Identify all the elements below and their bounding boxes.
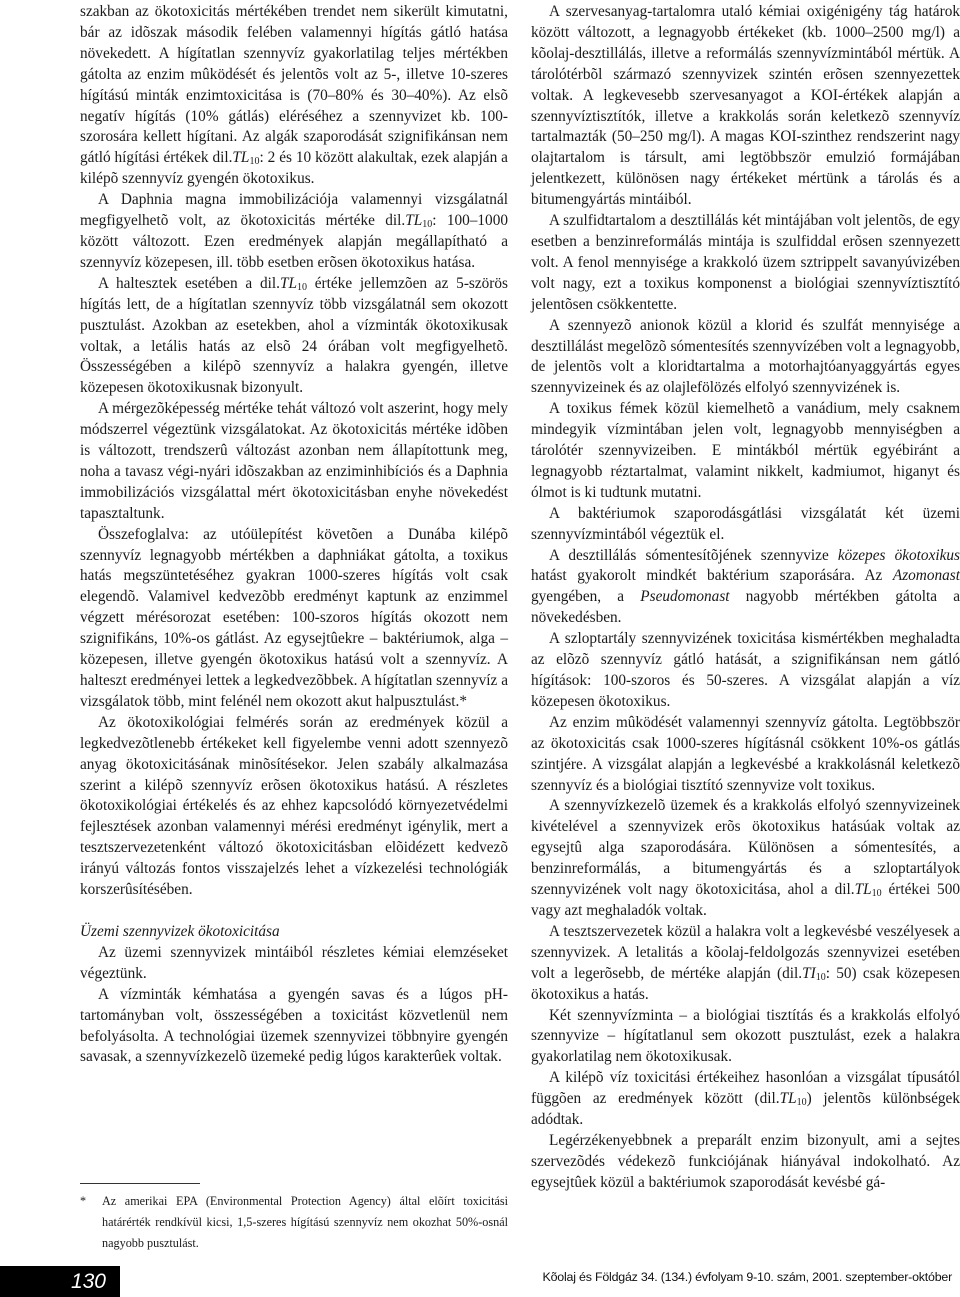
text-run: A desztillálás sómentesítõjének szennyvize — [549, 546, 838, 564]
paragraph — [531, 922, 960, 1006]
paragraph: A szervesanyag-tartalomra utaló kémiai oxigénigény tág határok között változott, a legnagyobb értékeket (kb. 1000–2500 mg/l) a kõolaj-desztillálás, illetve a reformálás szennyvízmintából mértük. A tárolótérbõl származó szennyvizek szintén erõsen szennyezettek voltak. A legkevesebb szervesanyagot a KOI-értékek alapján a szennyvíztisztítók, illetve a krakkolás során keletkezõ szennyvíz tartalmazták (50–250 mg/l). A magas KOI-szinthez rendszerint nagy olajtartalom is társult, ami legtöbbször emulzió formájában jelentkezett, különösen nagy értékeket mértünk a tárolás és a bitumengyártás mintáiból. — [531, 3, 960, 209]
footnote-divider — [80, 1183, 200, 1184]
symbol: TL — [279, 274, 297, 292]
footnote — [80, 1191, 508, 1254]
text-run: A haltesztek esetében a dil. — [98, 274, 280, 292]
subscript: 10 — [796, 1097, 807, 1109]
paragraph: A szulfidtartalom a desztillálás két mintájában volt jelentõs, de egy esetben a benzinreformálás mintája is szulfiddal erõsen szennyezett volt. A fenol mennyisége a krakkoló üzem sztrippelt savanyúvizében volt nagy, ezt a toxikus komponenst a biológiai szennyvíztisztító jelentõsen csökkentette. — [531, 212, 960, 313]
paragraph — [80, 2, 508, 190]
paragraph — [531, 1068, 960, 1131]
journal-footer: Kõolaj és Földgáz 34. (134.) évfolyam 9-10. szám, 2001. szeptember-október — [542, 1270, 952, 1284]
text-run: nagyobb mértékben gátolta a növekedésben. — [531, 588, 960, 627]
paragraph: Az enzim mûködését valamennyi szennyvíz gátolta. Legtöbbször az ökotoxicitás csak 1000-szeres hígításnál csökkent 10%-os gátlás szintjére. A vizsgálat alapján a legkevésbé a krakkolásnál keletkezõ szennyvíz és a biológiai tisztító szennyvize volt toxikus. — [531, 713, 960, 794]
page-number-badge — [0, 1266, 120, 1297]
subscript: 10 — [871, 888, 882, 900]
paragraph: A baktériumok szaporodásgátlási vizsgálatát két üzemi szennyvízmintából végeztük el. — [531, 504, 960, 543]
paragraph: Összefoglalva: az utóülepítést követõen a Dunába kilépõ szennyvíz legnagyobb mértékben a daphniákat gátolta, a toxikus hatás megszüntetéséhez gyakran 1000-szeres hígítás volt csak elegendõ. Valamivel kedvezõbb eredményt kaptunk az enzimmel végzett mérésorozat esetében: 100-szoros hígítás okozott nem szignifikáns, 10%-os gátlást. Az egysejtûekre – baktériumok, alga – közepesen, illetve gyengén ökotoxikus hatású volt a szennyvíz. A halteszt eredményei lettek a legkedvezõbbek. A hígítatlan szennyvíz a vizsgálatok több, mint felénél nem okozott akut halpusztulást.* — [80, 525, 508, 710]
paragraph — [531, 546, 960, 630]
symbol: TL — [232, 149, 250, 167]
paragraph: Az ökotoxikológiai felmérés során az eredmények közül a legkedvezõtlenebb értékeket kell figyelembe venni adott szennyezõ anyag ökotoxicitásának minõsítésekor. Jelen szabály alkalmazása szerint a kilépõ szennyvíz erõsen ökotoxikus hatású. A részletes ökotoxikológiai értékelés és az ehhez kapcsolódó környezetvédelmi fejlesztések azonban valamennyi mérési eredményt igénylik, mert a tesztszervezetenként változó ökotoxicitásban elõidézett kedvezõ irányú változás fontos visszajelzés lehet a vízkezelési technológiák korszerûsítésében. — [80, 713, 508, 899]
text-run: ) jelentõs különbségek adódtak. — [531, 1090, 960, 1129]
text-run: A kilépõ víz toxicitási értékeihez hasonlóan a vizsgálat típusától függõen az eredmények között (dil. — [531, 1069, 960, 1108]
paragraph: A vízminták kémhatása a gyengén savas és a lúgos pH-tartományban volt, összességében a toxicitást közvetlenül nem befolyásolta. A technológiai üzemek szennyvizei többnyire gyengén savasak, a szennyvízkezelõ üzemeké pedig lúgos karakterûek voltak. — [80, 985, 508, 1066]
paragraph — [80, 274, 508, 399]
italic-term: közepes ökotoxikus — [837, 546, 960, 564]
paragraph — [80, 190, 508, 274]
text-run: : 100–1000 között változott. Ezen eredmények alapján megállapítható a szennyvíz közepesen, ill. több esetben erõsen ökotoxikus hatása. — [80, 212, 509, 271]
paragraph: A toxikus fémek közül kiemelhetõ a vanádium, mely csaknem mindegyik vízmintában jelen volt, legnagyobb mennyiségben a tárolótér szennyvizeiben. E mintákból mértük egyébiránt a legnagyobb réztartalmat, valamint nikkelt, kadmiumot, higanyt és ólmot is ki tudtunk mutatni. — [531, 400, 960, 501]
text-run: értéke jellemzõen az 5-szörös hígítás lett, de a hígítatlan szennyvíz több vizsgálatnál sem okozott pusztulást. Azokban az esetekben, ahol a vízminták ökotoxikusak voltak, a letális hatás az elsõ 24 órában volt megfigyelhetõ. Összességében a kilépõ szennyvíz a halakra gyengén, illetve közepesen ökotoxikusnak bizonyult. — [80, 274, 509, 397]
paragraph — [531, 796, 960, 921]
text-run: : 2 és 10 között alakultak, ezek alapján a kilépõ szennyvíz gyengén ökotoxikus. — [80, 149, 508, 188]
right-column — [531, 2, 960, 1194]
subscript: 10 — [296, 281, 307, 293]
text-run: A Daphnia magna immobilizációja valamennyi vizsgálatnál megfigyelhetõ volt, az ökotoxicitás mértéke dil. — [80, 191, 508, 230]
symbol: TL — [779, 1090, 797, 1108]
subscript: 10 — [815, 971, 826, 983]
text-run: értékei 500 vagy azt meghaladók voltak. — [531, 881, 960, 919]
italic-term: Pseudomonast — [640, 588, 730, 606]
paragraph: A szloptartály szennyvizének toxicitása kismértékben meghaladta az elõzõ szennyvíz gátló hatását, a szignifikánsan nem gátló hígítások: 100-szoros és 50-szeres. A vizsgálat alapján a víz közepesen ökotoxikus. — [531, 630, 960, 710]
symbol: TI — [802, 964, 816, 982]
subscript: 10 — [422, 219, 433, 231]
text-run: : 50) csak közepesen ökotoxikus a hatás. — [531, 964, 960, 1003]
subscript: 10 — [249, 156, 260, 168]
symbol: TL — [854, 881, 872, 899]
paragraph: A szennyezõ anionok közül a klorid és szulfát mennyisége a desztillálást megelõzõ sómentesítés szennyvízében volt a legnagyobb, de jelentõs volt a kloridtartalma a motorhajtóanyaggyártás egyes szennyvizeinek és az olajlefölözés elfolyó szennyvizének is. — [531, 316, 960, 397]
footnote-text: Az amerikai EPA (Environmental Protection Agency) által elõírt toxicitási határérték rendkívül kicsi, 1,5-szeres hígítású szennyvíz nem okozhat 50%-osnál nagyobb pusztulást. — [102, 1194, 508, 1250]
footnote-mark: * — [80, 1194, 87, 1208]
symbol: TL — [405, 212, 423, 230]
left-column — [80, 2, 508, 1068]
italic-term: Azomonast — [892, 567, 960, 585]
paragraph: Legérzékenyebbnek a preparált enzim bizonyult, ami a sejtes szervezõdés védekezõ funkciójának hiányával indokolható. Az egysejtûek közül a baktériumok szaporodását kevésbé gá- — [531, 1131, 960, 1191]
text-run: gyengében, a — [531, 588, 641, 606]
paragraph: Két szennyvízminta – a biológiai tisztítás és a krakkolás elfolyó szennyvize – hígítatlanul sem okozott pusztulást, ezek a halakra gyakorlatilag nem ökotoxikusak. — [531, 1006, 960, 1066]
text-run: szakban az ökotoxicitás mértékében trendet nem sikerült kimutatni, bár az idõszak második felében valamennyi hígítás gátló hatása növekedett. A hígítatlan szennyvíz gyakorlatilag teljes mértékben gátolta az enzim mûködését és jelentõs volt az 5-, illetve 10-szeres hígítású minták enzimtoxicitása is (70–80% és 30–40%). Az elsõ negatív hígítás (10% gátlás) eléréséhez a szennyvizet kb. 100-szorosára kellett hígítani. Az algák szaporodását szignifikánsan nem gátló hígítási értékek dil. — [80, 3, 508, 167]
section-heading: Üzemi szennyvizek ökotoxicitása — [80, 922, 280, 940]
text-run: A szennyvízkezelõ üzemek és a krakkolás elfolyó szennyvizeinek kivételével a szennyvizek erõs ökotoxikus hatásúak voltak az egysejtû alga szaporodására. Különösen a sómentesítés, a benzinreformálás, a bitumengyártás és a szloptartályok szennyvizének volt nagy ökotoxicitása, ahol a dil. — [531, 797, 960, 899]
text-run: hatást gyakorolt mindkét baktérium szaporására. Az — [531, 567, 893, 585]
text-run: A tesztszervezetek közül a halakra volt a legkevésbé veszélyesek a szennyvizek. A letalitás a kõolaj-feldolgozás szennyvizei esetében volt a legerõsebb, de mértéke alapján (dil. — [531, 922, 960, 982]
paragraph: A mérgezõképesség mértéke tehát változó volt aszerint, hogy mely módszerrel végeztünk vizsgálatokat. Az ökotoxicitás mértéke idõben is változott, trendszerû változást azonban nem állapítottunk meg, noha a tavasz végi-nyári idõszakban az enziminhibíciós és a Daphnia immobilizációs vizsgálattal mért ökotoxicitásban enyhe növekedést tapasztaltunk. — [80, 400, 508, 522]
page-number: 130 — [70, 1270, 106, 1293]
paragraph: Az üzemi szennyvizek mintáiból részletes kémiai elemzéseket végeztünk. — [80, 943, 508, 982]
